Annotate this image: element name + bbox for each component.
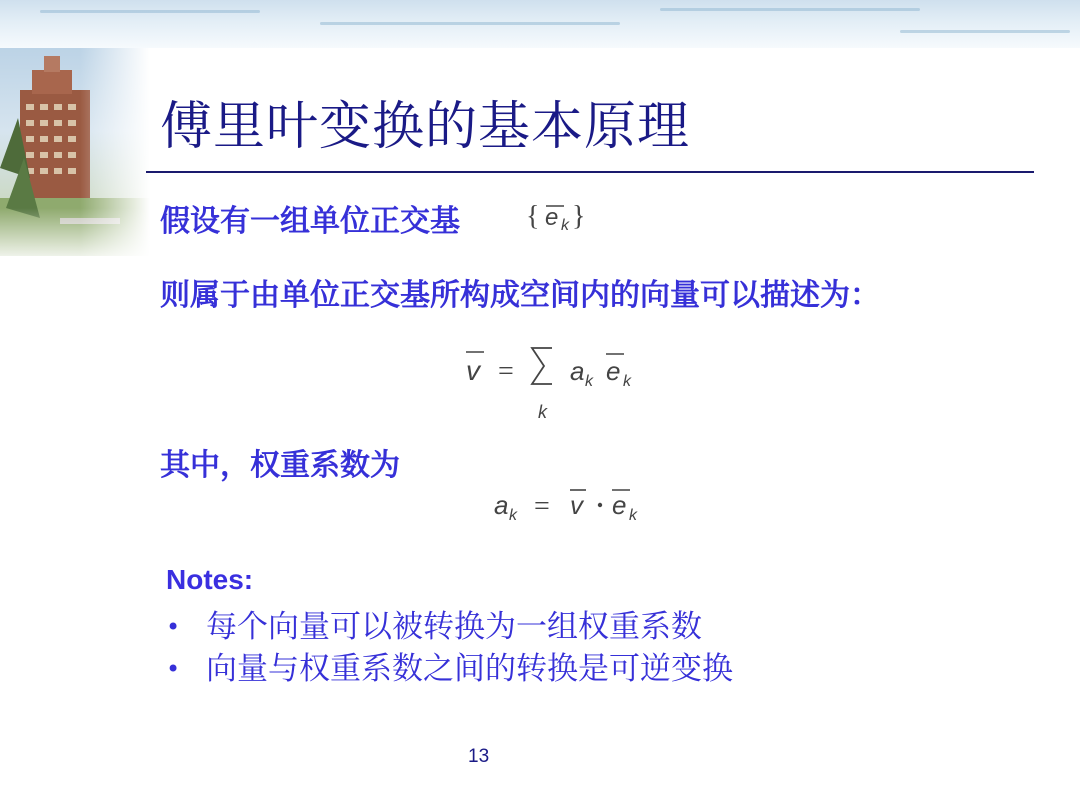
basis-assumption-text: 假设有一组单位正交基: [160, 204, 460, 239]
basis-formula: [524, 196, 612, 236]
note-text: 向量与权重系数之间的转换是可逆变换: [206, 651, 733, 687]
vector-description-text: 则属于由单位正交基所构成空间内的向量可以描述为：: [160, 278, 880, 313]
svg-text:k: k: [585, 373, 593, 390]
coefficient-intro-text: 其中，权重系数为: [160, 448, 400, 483]
svg-text:k: k: [538, 402, 547, 422]
band-streak: [900, 30, 1070, 33]
slide-title: 傅里叶变换的基本原理: [160, 97, 691, 157]
band-streak: [40, 10, 260, 13]
bullet-icon: •: [166, 613, 181, 641]
note-item: [166, 606, 733, 648]
svg-text:e: e: [606, 356, 621, 386]
bullet-icon: •: [166, 655, 181, 683]
svg-text:=: =: [498, 356, 514, 387]
title-underline: [146, 171, 1034, 173]
notes-list: [166, 606, 733, 690]
band-streak: [660, 8, 920, 11]
campus-building-photo: [0, 48, 150, 256]
svg-text:}: }: [572, 201, 586, 232]
svg-text:e: e: [545, 204, 559, 231]
svg-text:k: k: [561, 217, 569, 234]
page-number: 13: [468, 746, 490, 767]
svg-text:k: k: [623, 373, 631, 390]
svg-text:=: =: [534, 491, 550, 522]
svg-text:a: a: [570, 356, 585, 386]
svg-text:{: {: [526, 201, 540, 232]
header-decoration-band: [0, 0, 1080, 48]
svg-text:k: k: [629, 507, 637, 524]
svg-text:k: k: [509, 507, 517, 524]
note-text: 每个向量可以被转换为一组权重系数: [206, 609, 702, 645]
notes-heading: Notes:: [166, 564, 254, 595]
photo-fade-bottom: [0, 208, 150, 256]
vector-sum-formula: [460, 336, 670, 428]
coefficient-formula: [490, 484, 670, 528]
svg-text:e: e: [612, 490, 627, 520]
svg-text:v: v: [466, 355, 480, 386]
svg-text:a: a: [494, 490, 509, 520]
band-streak: [320, 22, 620, 25]
svg-text:v: v: [570, 490, 583, 520]
note-item: [166, 648, 733, 690]
